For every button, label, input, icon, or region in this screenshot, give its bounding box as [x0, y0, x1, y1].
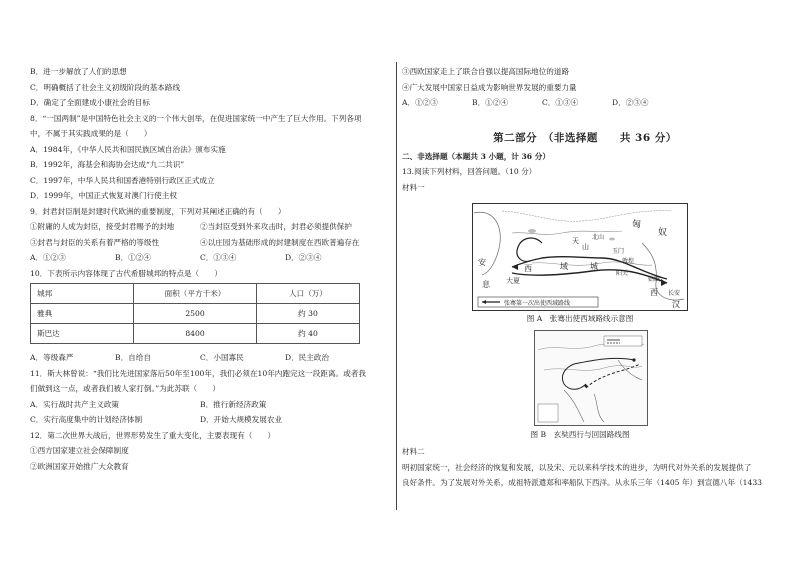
- map-label: 北: [592, 234, 599, 241]
- q12-stem: 12．第二次世界大战后，世界形势发生了重大变化，主要表现有（ ）: [30, 430, 276, 440]
- q12-statement-3: ③西欧国家走上了联合自强以提高国际地位的道路: [402, 67, 570, 76]
- q11-option-d: D．开始大规模发展农业: [200, 415, 283, 424]
- q10-stem: 10．下表所示内容体现了古代希腊城邦的特点是（ ）: [30, 268, 222, 278]
- q10-option-c: C．小国寡民: [200, 353, 244, 362]
- map-b-xuanzang-route: [534, 330, 648, 426]
- q8-option-a: A．1984年，《中华人民共和国民族区域自治法》颁布实施: [30, 144, 226, 154]
- q7-option-b: B．进一步解放了人们的思想: [30, 67, 127, 76]
- q8-stem-line2: 中，不属于其实践成果的是（ ）: [30, 129, 152, 138]
- q9-stem: 9．封君封臣制是封建时代欧洲的重要制度，下列对其阐述正确的有（ ）: [30, 206, 286, 216]
- map-legend-label: 张骞第一次出使西域路线: [504, 300, 571, 307]
- map-label: 敦煌: [622, 258, 635, 265]
- table-row: [31, 324, 360, 344]
- part-two-title: 第二部分 （非选择题 共 36 分）: [493, 131, 677, 144]
- table-cell: 约 40: [257, 324, 360, 344]
- table-cell: 约 30: [257, 304, 360, 324]
- map-label: 天: [572, 237, 579, 245]
- section-title: 二、非选择题（本题共 3 小题，计 36 分）: [402, 151, 550, 161]
- q10-option-a: A．等级森严: [30, 353, 74, 362]
- map-a-caption: 图 A 张骞出使西域路线示意图: [526, 314, 634, 323]
- q10-option-d: D．民主政治: [285, 353, 330, 362]
- q9-statement-2: ②当封臣受到外来攻击时，封君必须提供保护: [200, 222, 352, 231]
- table-cell: 雅典: [31, 304, 134, 324]
- material-two-block: [402, 444, 768, 491]
- table-header-cell: 面积（平方千米）: [134, 284, 257, 304]
- right-column: [402, 64, 768, 195]
- q13-stem: 13.阅读下列材料，回答问题。（10 分）: [402, 167, 537, 176]
- q8-option-d: D．1999年，中国正式恢复对澳门行使主权: [30, 191, 177, 200]
- q12-statement-2: ②欧洲国家开始推广大众教育: [30, 461, 129, 471]
- map-label: 山: [598, 234, 605, 241]
- q11-options-row1: [30, 397, 390, 413]
- map-label: 大夏: [506, 277, 520, 285]
- map-label: 安: [478, 258, 486, 267]
- q9-statement-1: ①附庸的人成为封臣，接受封君赐予的封地: [30, 222, 175, 231]
- map-label: 阳关: [616, 270, 629, 277]
- map-label: 域: [560, 262, 568, 271]
- q11-stem-line2: 们做到这一点，或者我们被人家打倒。”为此苏联（ ）: [30, 384, 220, 393]
- q8-option-b: B．1992年，海基会和海协会达成“九二共识”: [30, 160, 185, 169]
- table-header-row: [31, 284, 360, 304]
- map-label: 西: [650, 288, 658, 297]
- table-header-cell: 人口（万）: [257, 284, 360, 304]
- q9-option-d: D．②③④: [285, 253, 322, 262]
- q11-options-row2: [30, 412, 390, 428]
- q8-stem-line1: 8．“一国两制”是中国特色社会主义的一个伟大创举，在促进国家统一中产生了巨大作用。下列各项: [30, 113, 362, 123]
- q12-option-c: C．①③④: [542, 98, 579, 107]
- material-two-line1: 明初国家统一，社会经济的恢复和发展，以及宋、元以来科学技术的进步，为明代对外关系的发展提供了: [402, 462, 752, 472]
- material-two-line2: 良好条件。为了发展对外关系，成祖特派遣郑和率船队下西洋。从永乐三年（1405 年）到宣德八年（1433: [402, 478, 762, 487]
- map-label: 西: [524, 264, 532, 273]
- q9-options: [30, 250, 390, 266]
- left-column: [30, 64, 390, 474]
- map-label: 山: [582, 243, 589, 251]
- map-a-zhang-qian-route: [472, 203, 688, 311]
- column-divider: [396, 62, 397, 510]
- q9-option-c: C．①③④: [200, 253, 237, 262]
- q7-option-d: D．确定了全面建成小康社会的目标: [30, 98, 150, 107]
- q11-option-b: B．推行新经济政策: [200, 399, 267, 409]
- q9-option-b: B．①②④: [115, 253, 151, 262]
- q10-option-b: B．自给自: [115, 353, 151, 362]
- q11-option-a: A．实行战时共产主义政策: [30, 399, 120, 409]
- map-label: 汉: [672, 300, 680, 309]
- q7-option-c: C．明确概括了社会主义初级阶段的基本路线: [30, 82, 181, 92]
- map-label: 奴: [658, 228, 668, 238]
- map-label: 城: [590, 262, 598, 271]
- table-header-cell: 城邦: [31, 284, 134, 304]
- q12-option-a: A．①②③: [402, 98, 438, 107]
- map-label: 长安: [668, 290, 681, 297]
- q12-statement-4: ④广大发展中国家日益成为影响世界发展的重要力量: [402, 82, 577, 92]
- map-label: 姑臧: [648, 276, 661, 283]
- table-row: [31, 304, 360, 324]
- q8-option-c: C．1997年，中华人民共和国香港特别行政区正式成立: [30, 175, 215, 185]
- material-two-label: 材料二: [402, 447, 425, 456]
- q11-stem-line1: 11．斯大林曾说：“我们比先进国家落后50年至100年，我们必须在10年内跑完这一段距离。或者我: [30, 368, 366, 378]
- table-cell: 斯巴达: [31, 324, 134, 344]
- material-one-label: 材料一: [402, 182, 425, 192]
- map-label: 息: [482, 280, 490, 289]
- map-label: 玉门: [612, 248, 625, 255]
- q12-option-d: D．②③④: [612, 98, 649, 107]
- q9-statements-row2: [30, 235, 390, 251]
- q12-statement-1: ①西方国家建立社会保障制度: [30, 446, 129, 455]
- q9-option-a: A．①②③: [30, 253, 66, 262]
- q10-options: [30, 350, 390, 366]
- q12-options: [402, 95, 768, 111]
- q11-option-c: C．实行高度集中的计划经济体制: [30, 415, 143, 424]
- q9-statement-4: ④以庄园为基础形成的封建制度在西欧普遍存在: [200, 237, 360, 247]
- q9-statement-3: ③封君与封臣的关系有着严格的等级性: [30, 237, 160, 247]
- q10-table: [30, 283, 360, 344]
- map-b-caption: 图 B 玄奘西行与回国路线图: [530, 430, 630, 439]
- map-label: 匈: [632, 220, 642, 230]
- q12-option-b: B．①②④: [472, 98, 508, 107]
- q9-statements-row1: [30, 219, 390, 235]
- table-cell: 8400: [134, 324, 257, 344]
- table-cell: 2500: [134, 304, 257, 324]
